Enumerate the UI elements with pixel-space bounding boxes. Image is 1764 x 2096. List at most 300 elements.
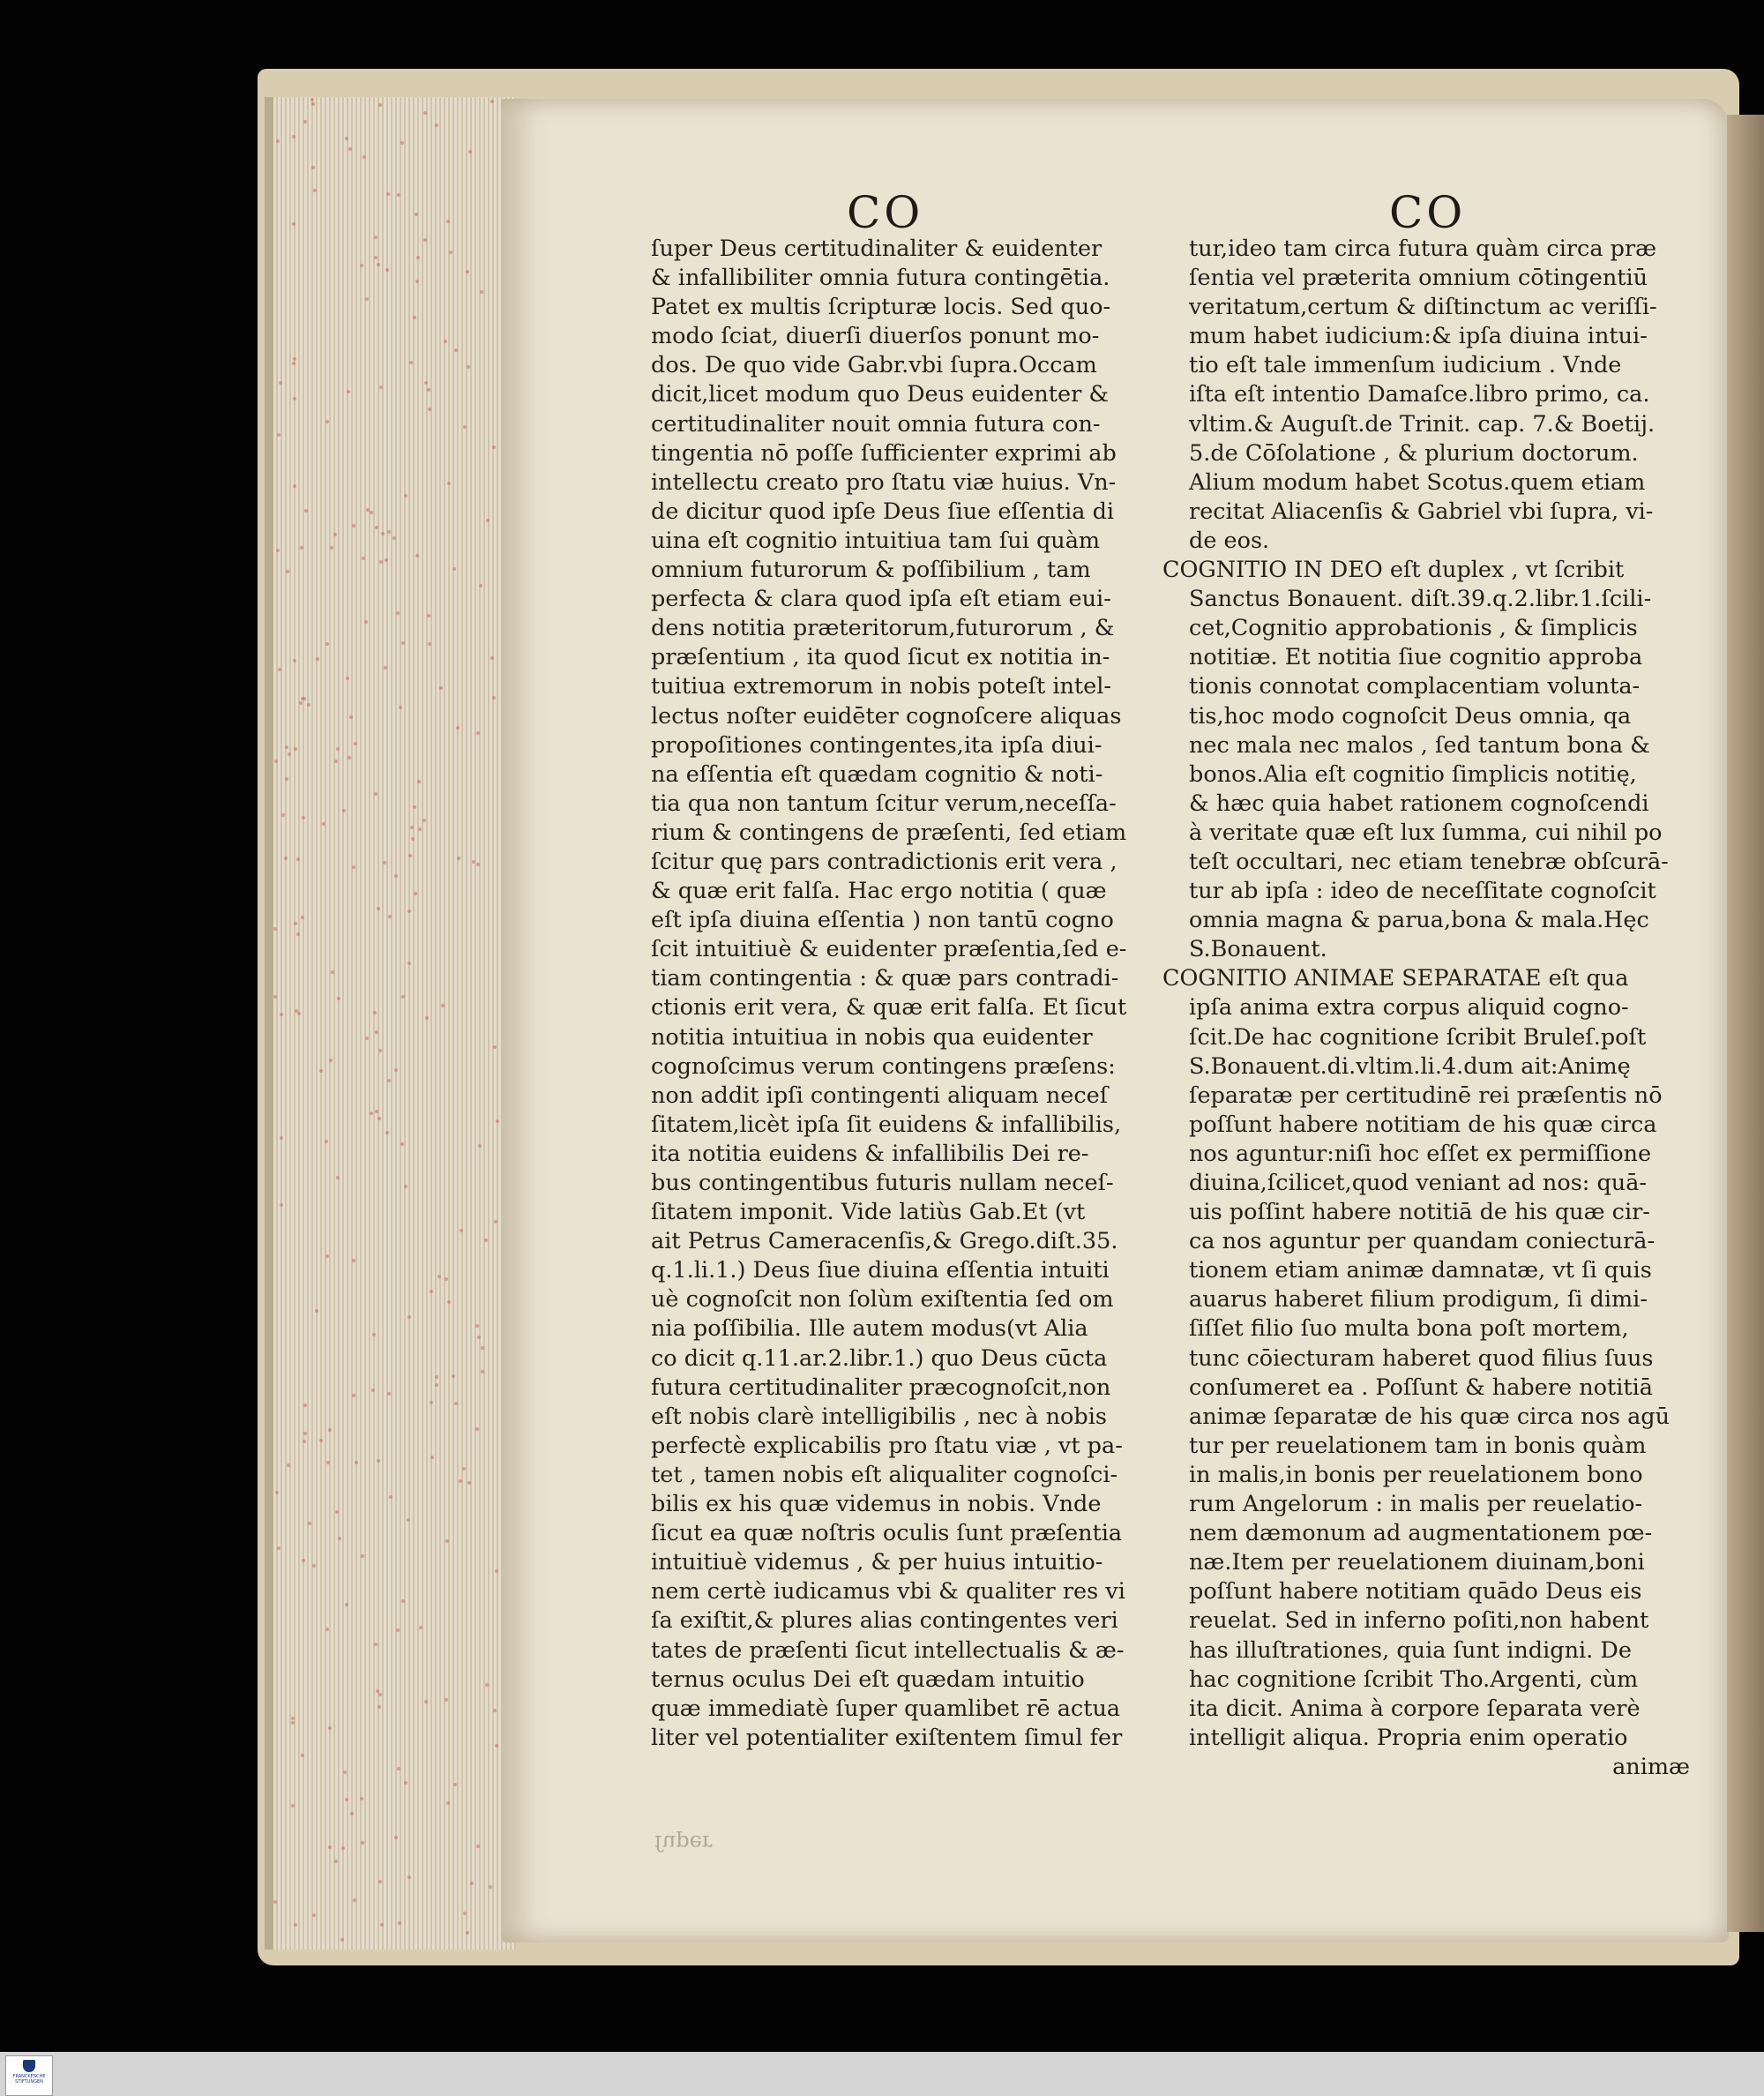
edge-speck <box>386 192 390 196</box>
headword-left: CO <box>847 187 924 238</box>
edge-speck <box>495 1569 498 1573</box>
edge-speck <box>486 519 490 522</box>
edge-speck <box>435 1383 438 1387</box>
text-line: S.Bonauent. <box>1189 936 1327 963</box>
text-line: uis poſſint habere notitiā de his quæ cir- <box>1189 1199 1650 1226</box>
text-line: modo ſciat, diuerſi diuerſos ponunt mo- <box>651 323 1100 350</box>
edge-speck <box>435 124 438 127</box>
edge-speck <box>374 1643 377 1646</box>
edge-speck <box>492 445 496 449</box>
text-line: nem dæmonum ad augmentationem pœ- <box>1189 1520 1653 1547</box>
edge-speck <box>445 1277 448 1281</box>
edge-speck <box>336 747 340 751</box>
edge-speck <box>353 1898 356 1902</box>
edge-speck <box>370 511 373 514</box>
edge-speck <box>349 715 353 719</box>
edge-speck <box>452 567 456 571</box>
edge-speck <box>373 1011 377 1014</box>
edge-speck <box>460 1229 463 1232</box>
text-line: animæ ſeparatæ de his quæ circa nos agū <box>1189 1403 1671 1430</box>
edge-speck <box>454 348 458 352</box>
edge-speck <box>276 139 280 143</box>
edge-speck <box>378 1693 382 1696</box>
edge-speck <box>472 860 475 864</box>
edge-speck <box>416 256 420 259</box>
edge-speck <box>394 874 398 878</box>
edge-speck <box>462 1467 466 1471</box>
text-line: ctionis erit vera, & quæ erit falſa. Et ſicut <box>651 994 1127 1022</box>
text-line: ſitatem imponit. Vide latiùs Gab.Et (vt <box>651 1199 1086 1226</box>
text-line: Patet ex multis ſcripturæ locis. Sed quo- <box>651 294 1111 321</box>
edge-speck <box>478 1144 482 1148</box>
text-line: & hæc quia habet rationem cognoſcendi <box>1189 790 1649 817</box>
edge-speck <box>430 1456 434 1459</box>
edge-speck <box>312 1564 316 1568</box>
edge-speck <box>354 742 357 745</box>
edge-speck <box>311 102 315 106</box>
edge-speck <box>407 1875 411 1879</box>
edge-speck <box>336 1176 340 1179</box>
edge-speck <box>419 1626 422 1629</box>
text-line: omnia magna & parua,bona & mala.Hęc <box>1189 907 1649 934</box>
text-line: dens notitia præteritorum,futurorum , & <box>651 615 1115 642</box>
text-line: has illuſtrationes, quia ſunt indigni. De <box>1189 1636 1632 1664</box>
edge-speck <box>467 365 470 369</box>
edge-speck <box>333 533 337 536</box>
text-column-left <box>651 235 1154 1753</box>
edge-speck <box>330 546 333 550</box>
text-line: perfectè explicabilis pro ſtatu viæ , vt pa- <box>651 1432 1123 1459</box>
text-line: propoſitiones contingentes,ita ipſa diui- <box>651 731 1102 759</box>
edge-speck <box>453 1783 457 1786</box>
text-line: vltim.& Auguſt.de Trinit. cap. 7.& Boetij. <box>1189 410 1656 438</box>
text-line: tur,ideo tam circa futura quàm circa præ <box>1189 236 1657 262</box>
edge-speck <box>303 1440 306 1443</box>
text-line: intelligit aliqua. Propria enim operatio <box>1189 1724 1628 1751</box>
edge-speck <box>435 1375 438 1379</box>
edge-speck <box>398 1921 401 1925</box>
text-line: animæ <box>1612 1753 1690 1780</box>
edge-speck <box>274 760 278 763</box>
edge-speck <box>388 915 392 918</box>
edge-speck <box>300 546 303 550</box>
text-line: tates de præſenti ſicut intellectualis & æ- <box>651 1636 1125 1664</box>
edge-speck <box>352 524 355 528</box>
edge-speck <box>279 381 282 385</box>
edge-speck <box>375 526 378 529</box>
edge-speck <box>293 659 296 662</box>
text-line: cognoſcimus verum contingens præſens: <box>651 1052 1116 1080</box>
edge-speck <box>303 697 306 700</box>
edge-speck <box>280 1013 283 1016</box>
edge-speck <box>417 780 421 783</box>
page-block-edge <box>265 97 516 1950</box>
edge-speck <box>293 357 296 361</box>
text-line: omnium futurorum & poſſibilium , tam <box>651 557 1091 584</box>
edge-speck <box>319 1439 323 1442</box>
edge-speck <box>277 1546 280 1550</box>
edge-speck <box>361 1841 364 1845</box>
edge-speck <box>428 408 431 411</box>
show-through-catchword: ſuper <box>654 1830 713 1855</box>
edge-speck <box>348 147 352 151</box>
edge-speck <box>422 819 426 822</box>
edge-speck <box>418 827 422 831</box>
edge-speck <box>288 752 291 756</box>
edge-speck <box>409 361 413 364</box>
edge-speck <box>307 703 310 707</box>
text-line: intellectu creato pro ſtatu viæ huius. Vn- <box>651 468 1117 496</box>
text-line: recitat Aliacenſis & Gabriel vbi ſupra, vi- <box>1189 498 1654 525</box>
edge-speck <box>383 861 386 865</box>
edge-speck <box>427 614 430 618</box>
edge-speck <box>397 1767 400 1770</box>
edge-speck <box>401 1599 405 1603</box>
edge-speck <box>291 1721 295 1725</box>
edge-speck <box>295 1009 298 1013</box>
edge-speck <box>445 1539 449 1543</box>
edge-speck <box>361 1554 364 1558</box>
edge-speck <box>463 425 467 429</box>
edge-speck <box>377 263 380 266</box>
edge-speck <box>423 238 427 242</box>
text-line: Sanctus Bonauent. diſt.39.q.2.libr.1.ſcili- <box>1189 586 1652 613</box>
edge-speck <box>399 706 402 709</box>
text-line: ſicut ea quæ noſtris oculis ſunt præſentia <box>651 1520 1123 1547</box>
edge-speck <box>276 549 280 552</box>
edge-speck <box>285 777 288 781</box>
text-line: ait Petrus Cameracenſis,& Grego.diſt.35. <box>651 1228 1118 1255</box>
text-line: ſcit intuitiuè & euidenter præſentia,ſed e- <box>651 936 1127 963</box>
text-line: de dicitur quod ipſe Deus ſiue eſſentia di <box>651 498 1115 525</box>
edge-speck <box>328 1845 332 1849</box>
edge-speck <box>302 1559 305 1562</box>
edge-speck <box>415 554 419 558</box>
edge-speck <box>326 1461 330 1464</box>
edge-speck <box>280 1203 283 1207</box>
edge-speck <box>479 584 482 588</box>
text-line: à veritate quæ eſt lux ſumma, cui nihil po <box>1189 819 1663 846</box>
edge-speck <box>470 1882 474 1885</box>
edge-speck <box>389 1495 392 1499</box>
edge-speck <box>296 932 300 936</box>
edge-speck <box>342 809 346 812</box>
edge-speck <box>334 760 338 763</box>
edge-speck <box>347 390 350 393</box>
edge-speck <box>325 420 329 423</box>
edge-speck <box>380 1923 384 1927</box>
text-line: veritatum,certum & diſtinctum ac veriſſi- <box>1189 294 1657 321</box>
edge-speck <box>343 1770 347 1774</box>
edge-speck <box>452 1374 455 1378</box>
edge-speck <box>275 1491 279 1494</box>
edge-speck <box>370 1112 373 1115</box>
edge-speck <box>410 826 414 829</box>
edge-speck <box>387 1392 391 1396</box>
edge-speck <box>407 1518 410 1522</box>
edge-speck <box>456 726 460 730</box>
text-line: dicit,licet modum quo Deus euidenter & <box>651 381 1110 408</box>
edge-speck <box>446 1801 450 1805</box>
text-line: bus contingentibus futuris nullam neceſ- <box>651 1170 1114 1196</box>
edge-speck <box>447 482 451 485</box>
edge-speck <box>301 916 304 919</box>
edge-speck <box>428 642 431 646</box>
edge-speck <box>316 657 319 661</box>
text-line: bonos.Alia eſt cognitio ſimplicis notitię, <box>1189 760 1637 788</box>
edge-speck <box>277 433 280 437</box>
institution-logo[interactable] <box>5 2055 53 2096</box>
edge-speck <box>413 805 416 809</box>
edge-speck <box>350 1812 354 1815</box>
edge-speck <box>415 213 418 216</box>
edge-speck <box>490 656 494 660</box>
edge-speck <box>377 1705 381 1709</box>
edge-speck <box>384 666 387 670</box>
edge-speck <box>476 1845 480 1848</box>
edge-speck <box>407 910 411 913</box>
text-line: diuina,ſcilicet,quod veniant ad nos: quā- <box>1189 1170 1648 1196</box>
text-line: ipſa anima extra corpus aliquid cogno- <box>1189 994 1629 1022</box>
edge-speck <box>352 1259 355 1262</box>
text-line: nec mala nec malos , ſed tantum bona & <box>1189 731 1650 759</box>
edge-speck <box>372 1333 376 1336</box>
edge-speck <box>338 1537 341 1540</box>
edge-speck <box>377 907 380 910</box>
edge-speck <box>394 1836 398 1839</box>
edge-speck <box>304 509 308 513</box>
edge-speck <box>293 397 296 400</box>
edge-speck <box>325 1628 329 1631</box>
edge-speck <box>408 854 412 857</box>
text-line: hac cognitione ſcribit Tho.Argenti, cùm <box>1189 1666 1639 1693</box>
edge-speck <box>375 1030 378 1034</box>
edge-speck <box>355 1461 358 1464</box>
text-line: conſumeret ea . Poſſunt & habere notitiā <box>1189 1374 1653 1401</box>
edge-speck <box>444 340 447 343</box>
edge-speck <box>394 1068 398 1072</box>
facing-page-edge <box>1727 115 1764 1932</box>
text-line: eſt ipſa diuina eſſentia ) non tantū cogno <box>651 907 1114 934</box>
text-line: ſeparatæ per certitudinē rei præſentis nō <box>1189 1082 1663 1109</box>
text-line: auarus haberet filium prodigum, ſi dimi- <box>1189 1286 1648 1314</box>
edge-speck <box>345 137 348 140</box>
text-line: ſa exiſtit,& plures alias contingentes veri <box>651 1607 1118 1635</box>
edge-speck <box>334 1860 338 1863</box>
edge-speck <box>303 1432 307 1435</box>
text-line: ternus oculus Dei eſt quædam intuitio <box>651 1666 1085 1693</box>
text-line: teſt occultari, nec etiam tenebræ obſcurā- <box>1189 848 1669 875</box>
headword-right: CO <box>1389 187 1467 238</box>
edge-speck <box>292 135 295 138</box>
edge-speck <box>310 98 314 101</box>
edge-speck <box>475 1324 479 1328</box>
edge-speck <box>413 316 416 319</box>
edge-speck <box>331 970 334 974</box>
edge-speck <box>424 1700 428 1703</box>
text-line: 5.de Cōſolatione , & plurium doctorum. <box>1189 439 1639 467</box>
text-line: S.Bonauent.di.vltim.li.4.dum ait:Animę <box>1189 1052 1631 1080</box>
text-line: quæ immediatè ſuper quamlibet rē actua <box>651 1695 1121 1722</box>
edge-speck <box>476 863 480 866</box>
edge-speck <box>463 1912 467 1915</box>
text-line: næ.Item per reuelationem diuinam,boni <box>1189 1549 1645 1576</box>
edge-speck <box>360 1797 363 1800</box>
text-line: na eſſentia eſt quædam cognitio & noti- <box>651 760 1103 788</box>
text-line: tunc cōiecturam haberet quod filius ſuus <box>1189 1344 1654 1372</box>
edge-speck <box>404 494 407 498</box>
edge-speck <box>430 1290 433 1293</box>
edge-speck <box>379 560 383 564</box>
edge-speck <box>297 1012 301 1015</box>
edge-speck <box>291 1717 295 1720</box>
edge-speck <box>352 1394 355 1397</box>
logo-text: FRANCKESCHE STIFTUNGEN <box>12 2074 46 2085</box>
text-line: de eos. <box>1189 527 1270 554</box>
edge-speck <box>459 1479 462 1483</box>
text-line: reuelat. Sed in inferno poſiti,non habent <box>1189 1607 1649 1635</box>
edge-speck <box>400 1142 404 1146</box>
edge-speck <box>414 892 417 895</box>
text-line: notitia intuitiua in nobis qua euidenter <box>651 1023 1093 1051</box>
text-line: non addit ipſi contingenti aliquam neceſ <box>651 1082 1109 1109</box>
text-line: tet , tamen nobis eſt aliqualiter cognoſci- <box>651 1461 1118 1488</box>
text-line: tia qua non tantum ſcitur verum,neceſſa- <box>651 790 1117 817</box>
edge-speck <box>335 1510 339 1514</box>
edge-speck <box>345 1603 348 1606</box>
edge-speck <box>484 1239 488 1242</box>
edge-speck <box>401 995 405 999</box>
edge-speck <box>273 1900 277 1904</box>
text-line: tio eſt tale immenſum iudicium . Vnde <box>1189 352 1622 379</box>
text-line: tionem etiam animæ damnatæ, vt ſi quis <box>1189 1257 1652 1284</box>
text-line: ita dicit. Anima à corpore ſeparata verè <box>1189 1695 1641 1722</box>
edge-speck <box>312 1913 316 1917</box>
edge-speck <box>468 150 472 153</box>
edge-speck <box>378 1049 382 1052</box>
edge-speck <box>379 386 383 389</box>
text-line: ita notitia euidens & infallibilis Dei re- <box>651 1140 1089 1167</box>
edge-speck <box>385 1131 389 1134</box>
edge-speck <box>363 155 366 159</box>
text-line: poſſunt habere notitiam quādo Deus eis <box>1189 1578 1642 1606</box>
text-line: cet,Cognitio approbationis , & ſimplicis <box>1189 615 1638 642</box>
edge-speck <box>425 1016 429 1020</box>
edge-speck <box>481 1346 484 1350</box>
edge-speck <box>407 962 411 965</box>
text-line: ſcitur quę pars contradictionis erit vera , <box>651 848 1117 875</box>
text-line: tur per reuelationem tam in bonis quàm <box>1189 1432 1647 1459</box>
text-line: ſentia vel præterita omnium cōtingentiū <box>1189 265 1648 292</box>
text-line: iſta eſt intentio Damaſce.libro primo, ca. <box>1189 381 1650 408</box>
edge-speck <box>396 1628 400 1632</box>
edge-speck <box>447 1300 451 1304</box>
edge-speck <box>362 557 365 560</box>
edge-speck <box>287 1463 290 1467</box>
edge-speck <box>325 642 329 646</box>
entry-heading-line: COGNITIO ANIMAE SEPARATAE eſt qua <box>1162 965 1629 992</box>
edge-speck <box>296 857 300 861</box>
text-line: perfecta & clara quod ipſa eſt etiam eui- <box>651 586 1111 613</box>
text-line: mum habet iudicium:& ipſa diuina intui- <box>1189 323 1648 350</box>
edge-speck <box>492 696 496 700</box>
edge-speck <box>404 1185 407 1188</box>
text-line: co dicit q.11.ar.2.libr.1.) quo Deus cūcta <box>651 1344 1108 1372</box>
text-line: uè cognoſcit non ſolùm exiſtentia ſed om <box>651 1286 1114 1314</box>
text-line: bilis ex his quæ videmus in nobis. Vnde <box>651 1491 1102 1518</box>
logo-emblem-icon <box>23 2060 35 2072</box>
edge-speck <box>291 1804 295 1808</box>
edge-speck <box>352 865 355 869</box>
text-line: rium & contingens de præſenti, ſed etiam <box>651 819 1127 846</box>
edge-speck <box>302 816 305 820</box>
text-column-right <box>1162 235 1690 1782</box>
edge-speck <box>337 997 340 1000</box>
edge-speck <box>328 1726 332 1730</box>
edge-speck <box>345 1798 348 1801</box>
text-line: rum Angelorum : in malis per reuelatio- <box>1189 1491 1643 1518</box>
text-line: Alium modum habet Scotus.quem etiam <box>1189 468 1646 496</box>
edge-speck <box>273 995 277 999</box>
edge-speck <box>493 1045 497 1049</box>
edge-speck <box>371 1389 375 1392</box>
text-line: intuitiuè videmus , & per huius intuitio- <box>651 1549 1103 1576</box>
edge-speck <box>365 1037 369 1040</box>
edge-speck <box>360 264 363 267</box>
text-line: q.1.li.1.) Deus ſiue diuina eſſentia intuiti <box>651 1257 1110 1284</box>
edge-speck <box>293 484 296 488</box>
edge-speck <box>427 388 430 392</box>
edge-speck <box>284 857 288 860</box>
edge-speck <box>381 532 385 535</box>
edge-speck <box>329 1059 333 1062</box>
edge-speck <box>303 120 307 124</box>
edge-speck <box>466 270 469 273</box>
edge-speck <box>494 1220 497 1224</box>
edge-speck <box>346 677 349 680</box>
edge-speck <box>319 1069 323 1073</box>
edge-speck <box>292 362 295 365</box>
edge-speck <box>285 745 288 749</box>
edge-speck <box>396 611 400 615</box>
edge-speck <box>387 1079 391 1082</box>
edge-speck <box>392 536 396 540</box>
edge-speck <box>294 1923 297 1927</box>
edge-speck <box>340 1938 344 1942</box>
edge-speck <box>454 1402 458 1405</box>
edge-speck <box>437 1275 441 1278</box>
edge-speck <box>481 1370 484 1374</box>
edge-speck <box>294 747 297 751</box>
edge-speck <box>286 570 289 573</box>
text-line: ſcit.De hac cognitione ſcribit Bruleſ.poſt <box>1189 1023 1647 1051</box>
edge-speck <box>341 1846 345 1850</box>
edge-speck <box>446 220 450 223</box>
edge-speck <box>457 857 460 860</box>
edge-speck <box>489 1885 492 1889</box>
text-line: liter vel potentialiter exiſtentem ſimul fer <box>651 1724 1123 1751</box>
edge-speck <box>313 189 317 192</box>
edge-speck <box>385 268 389 272</box>
edge-speck <box>424 381 428 385</box>
edge-speck <box>273 927 277 931</box>
text-line: ſuper Deus certitudinaliter & euidenter <box>651 236 1102 262</box>
text-line: tingentia nō poſſe ſufficienter exprimi ab <box>651 439 1117 467</box>
text-line: ca nos aguntur per quandam coniecturā- <box>1189 1228 1656 1255</box>
edge-speck <box>315 1309 318 1313</box>
text-line: nos aguntur:niſi hoc eſſet ex permiſſione <box>1189 1140 1652 1167</box>
edge-speck <box>430 1401 433 1404</box>
